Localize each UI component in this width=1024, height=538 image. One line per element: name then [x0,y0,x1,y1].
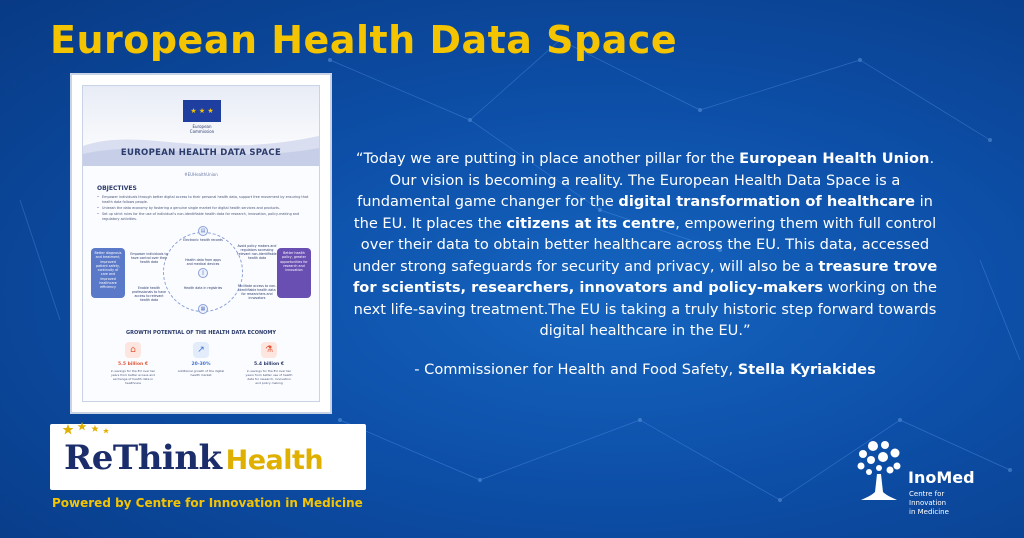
tree-icon [853,438,905,508]
objectives-list [97,195,309,222]
wordmark-health: Health [225,445,324,476]
document-page [82,85,320,402]
objective-item: • Unleash the data economy by fostering a genuine single market for digital health services and products. [97,206,309,211]
research-icon: ⚗ [261,342,277,358]
document-preview [72,75,330,412]
stat-item [245,342,293,385]
inomed-subtitle [909,490,973,517]
diagram-right-box: Better health policy, greater opportunities for research and innovation [277,248,311,298]
quote-segment: , empowering them with full control over their data to obtain better healthcare across the EU. This data, accessed under strong safeguards for security and privacy, will also be a [352,214,937,275]
wordmark-re: Re [64,438,113,478]
document-header [83,86,319,166]
document-title: EUROPEAN HEALTH DATA SPACE [120,148,282,158]
diagram-node: Avoid policy makers and regulators accessing relevant non-identifiable health data [237,244,277,260]
inomed-subtitle-line: Centre for Innovation [909,490,947,507]
diagram-left-box: Better diagnosis and treatment, improved patient safety, continuity of care and improved healthcare efficiency [91,248,125,298]
registry-icon: ▦ [198,304,208,314]
stat-item [109,342,157,385]
quote-attribution [345,360,945,380]
rethink-health-logo [50,424,366,490]
quote-text [345,148,945,342]
benefits-diagram [83,226,319,326]
european-commission-logo [183,100,221,140]
publisher-label: European Commission [189,124,215,134]
stat-value: 20-30% [191,362,211,367]
stat-description: Additional growth of the digital health market [177,369,225,377]
inomed-logo [853,438,973,516]
rethink-wordmark [64,438,323,478]
diagram-node: Enable health professionals to have access to relevant health data [131,286,167,302]
diagram-node: Electronic health records [183,238,223,242]
quote-segment: in the EU. It places the [353,193,933,232]
growth-icon: ↗ [193,342,209,358]
records-icon: ▤ [198,226,208,236]
objective-item: • Set up strict rules for the use of individual's non-identifiable health data for research, innovation, policy-making and regulatory activities. [97,212,309,222]
growth-stats [83,342,319,385]
quote-emphasis: digital transformation of healthcare [618,193,915,210]
objectives-heading: OBJECTIVES [97,185,137,192]
quote-emphasis: European Health Union [739,150,930,167]
wordmark-think: Think [112,438,222,478]
document-subtitle: #EUHealthUnion [184,172,218,177]
inomed-subtitle-line: in Medicine [909,508,949,516]
bank-icon: ⌂ [125,342,141,358]
quote-segment: . Our vision is becoming a reality. The European Health Data Space is a fundamental game changer for the [357,150,935,210]
diagram-node: Facilitate access to non-identifiable health data for researchers and innovators [237,284,277,300]
quote-segment: “Today we are putting in place another pillar for the [355,150,740,167]
stat-description: in savings for the EU over ten years from better use of health data for research, innovation and policy making [245,369,293,385]
diagram-node: Health data in registries [183,286,223,290]
objective-item: • Empower individuals through better digital access to their personal health data, support free movement by ensuring that health data follows people. [97,195,309,205]
quote-emphasis: treasure trove for scientists, researchers, innovators and policy-makers [352,257,938,296]
stat-item [177,342,225,385]
stat-value: 5.4 billion € [254,362,284,367]
powered-by-text: Powered by Centre for Innovation in Medicine [52,496,363,510]
quote-segment: working on the next life-saving treatment.The EU is taking a truly historic step forward towards digital healthcare in the EU.” [353,279,938,339]
inomed-name: InoMed [908,468,975,487]
page-headline: European Health Data Space [50,18,678,62]
diagram-node: Health data from apps and medical devices [185,258,221,266]
attribution-prefix: - Commissioner for Health and Food Safety, [414,361,738,378]
stat-description: in savings for the EU over ten years from better access and exchange of health data in healthcare [110,369,156,385]
stat-value: 5.5 billion € [118,362,148,367]
growth-heading: GROWTH POTENTIAL OF THE HEALTH DATA ECONOMY [125,330,276,336]
diagram-node: Empower individuals to have control over their health data [130,252,168,264]
quote-emphasis: citizens at its centre [506,214,676,232]
attribution-name: Stella Kyriakides [737,361,876,378]
eu-flag-icon: ★ ★ ★ [183,100,221,122]
device-icon: ▯ [198,268,208,278]
